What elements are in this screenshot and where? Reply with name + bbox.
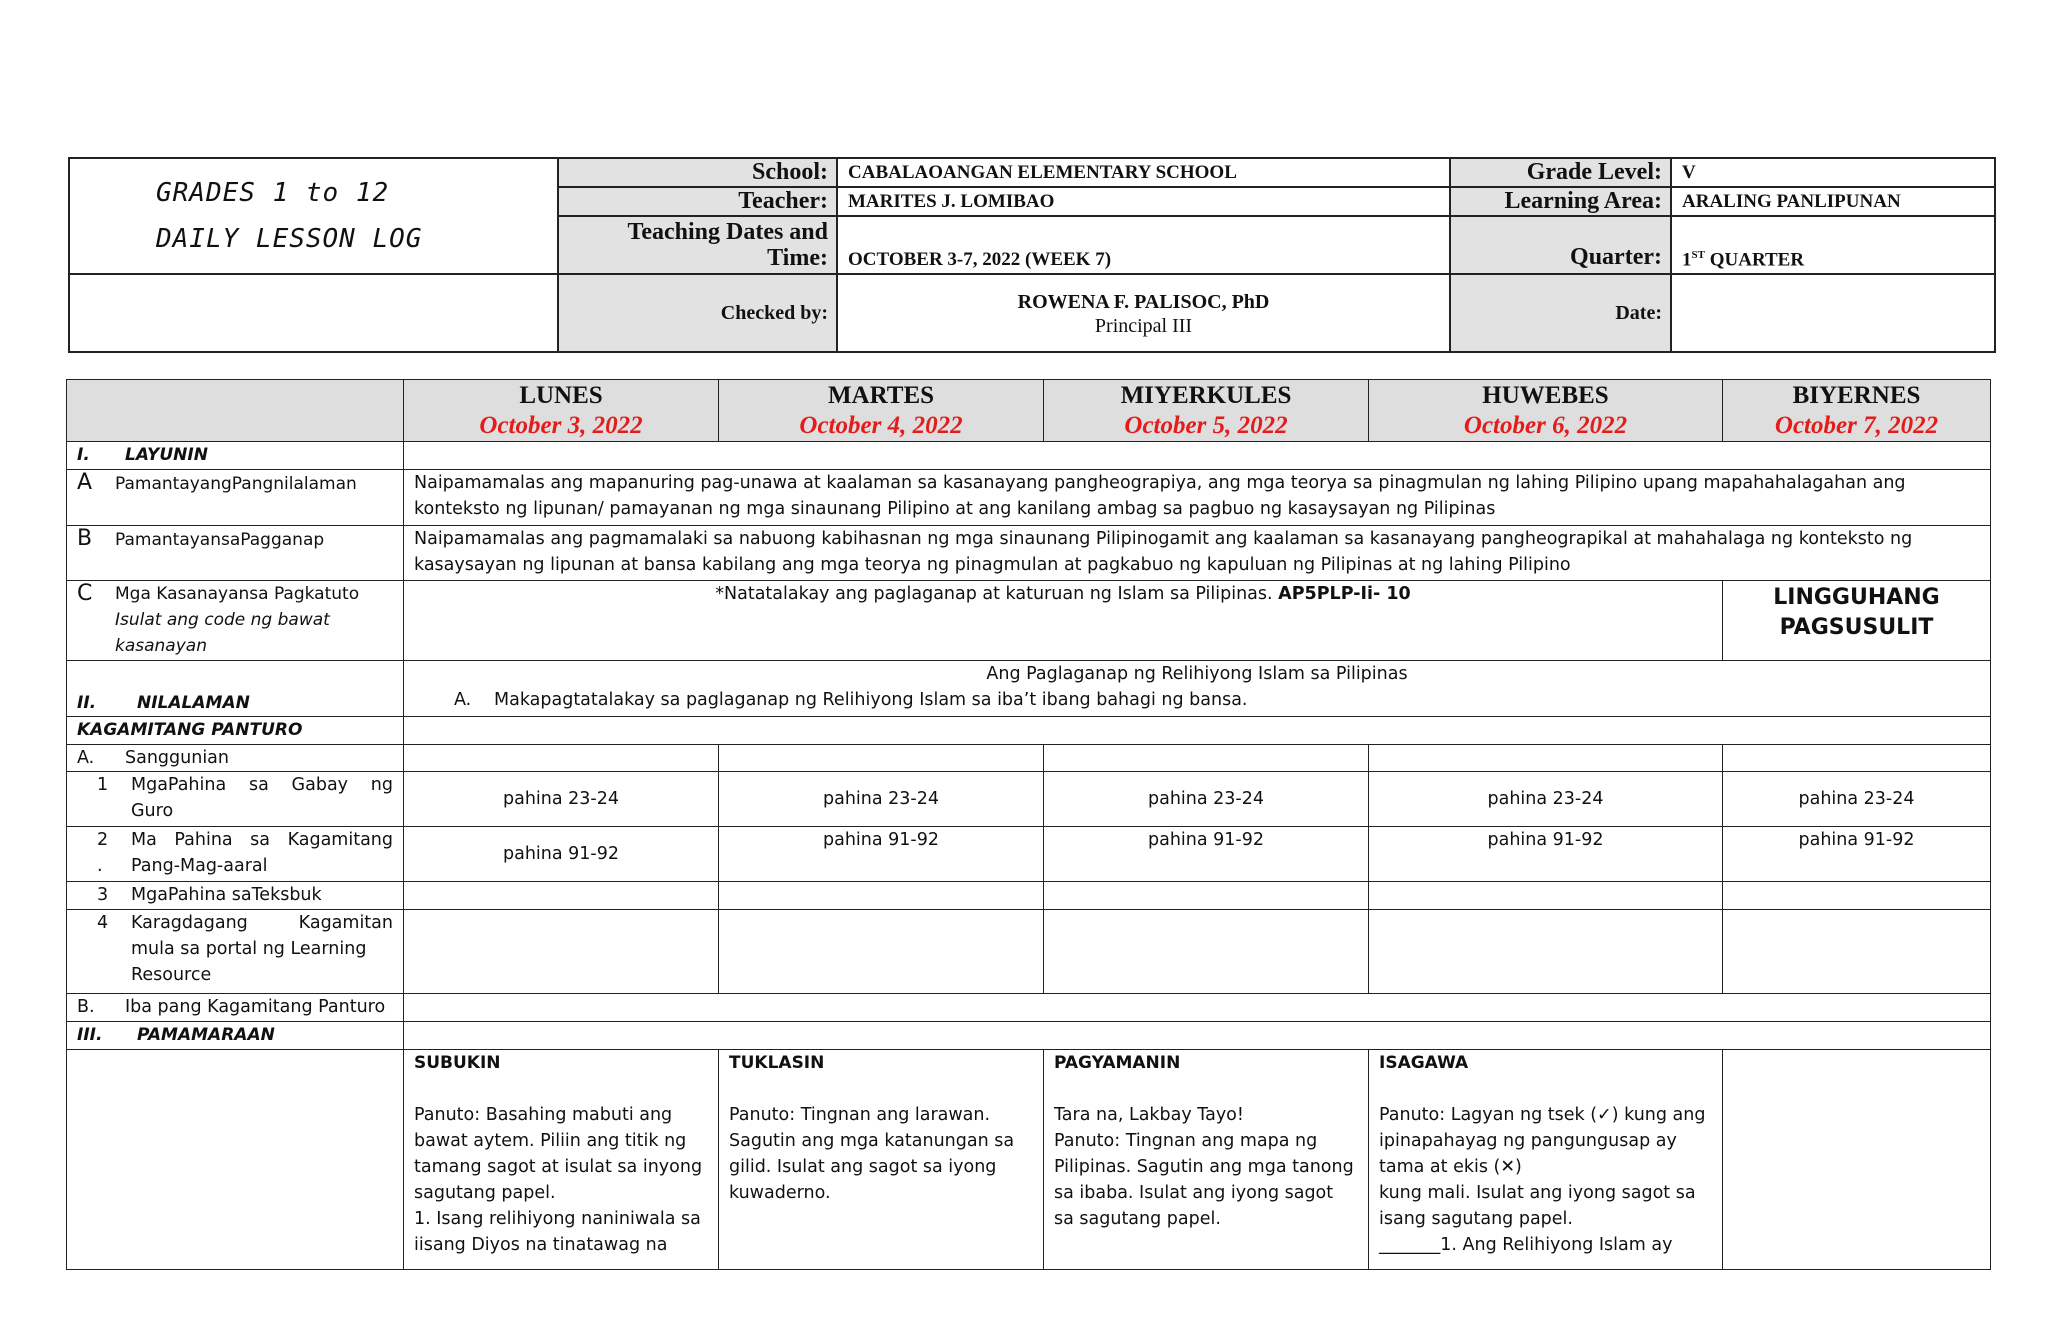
row-letter: B	[77, 526, 93, 551]
section-pamamaraan	[67, 1022, 404, 1050]
quarter-number: 1	[1682, 249, 1692, 270]
nilalaman-content	[404, 661, 1991, 717]
row-label-line: MgaPahina sa Gabay ng	[131, 775, 393, 795]
row-label-wrap	[77, 827, 393, 879]
row-label-wrap	[77, 772, 393, 824]
day-name: MIYERKULES	[1120, 381, 1292, 409]
row-number: 4	[97, 913, 109, 933]
layunin-blank	[404, 442, 1991, 470]
section-roman: II.	[77, 693, 97, 713]
cell-empty	[404, 745, 719, 772]
row-label: MgaPahina saTeksbuk	[131, 885, 322, 905]
day-name: HUWEBES	[1482, 381, 1609, 409]
row-gabay-guro	[67, 772, 404, 827]
row-label: Mga Kasanayansa Pagkatuto	[115, 584, 360, 604]
kasanayan-code: AP5PLP-Ii- 10	[1278, 584, 1411, 604]
day-date: October 4, 2022	[799, 411, 963, 439]
header-table	[68, 157, 1996, 353]
pamantayang-pangnilalaman-text: Naipamamalas ang mapanuring pag-unawa at kaalaman sa kasanayang pangheograpiya, ang mga teorya sa pinagmulan ng lahing Pilipino upang mapahahalagahan ang konteksto ng lipunan/ pamayanan ng mga sinaunang Pilipino at ang kanilang ambag sa pagbuo ng kasaysayan ng Pilipinas	[404, 470, 1991, 526]
nilalaman-item	[414, 687, 1980, 713]
learning-area-label: Learning Area:	[1450, 187, 1671, 216]
row-number: 3	[97, 885, 109, 905]
quarter-text: QUARTER	[1704, 249, 1805, 270]
cell-empty	[1723, 1050, 1991, 1270]
activity-head: TUKLASIN	[729, 1053, 825, 1073]
teacher-label: Teacher:	[558, 187, 837, 216]
checked-by-label: Checked by:	[558, 274, 837, 352]
mag-aaral-miyerkules: pahina 91-92	[1044, 827, 1369, 882]
school-value: CABALAOANGAN ELEMENTARY SCHOOL	[837, 158, 1450, 187]
nilalaman-title: Ang Paglaganap ng Relihiyong Islam sa Pilipinas	[986, 664, 1408, 684]
row-number-dot: .	[97, 856, 103, 876]
cell-empty	[1369, 882, 1723, 910]
weekly-test-cell	[1723, 581, 1991, 661]
day-name: MARTES	[827, 381, 935, 409]
cell-empty	[1723, 882, 1991, 910]
log-title	[69, 158, 558, 274]
activity-head: ISAGAWA	[1379, 1053, 1469, 1073]
mag-aaral-huwebes: pahina 91-92	[1369, 827, 1723, 882]
quarter-suffix: ST	[1691, 248, 1705, 261]
checked-by-value	[837, 274, 1450, 352]
activity-body: Panuto: Tingnan ang larawan. Sagutin ang mga katanungan sa gilid. Isulat ang sagot sa iyong kuwaderno.	[729, 1105, 1015, 1203]
pamamaraan-blank	[404, 1022, 1991, 1050]
row-label-a	[67, 470, 404, 526]
mag-aaral-biyernes: pahina 91-92	[1723, 827, 1991, 882]
activity-pagyamanin	[1044, 1050, 1369, 1270]
day-date: October 5, 2022	[1124, 411, 1288, 439]
day-date: October 6, 2022	[1463, 411, 1628, 439]
weekly-test-line-1: LINGGUHANG	[1773, 585, 1940, 610]
cell-empty	[1044, 910, 1369, 994]
section-nilalaman	[67, 661, 404, 717]
gabay-guro-huwebes: pahina 23-24	[1369, 772, 1723, 827]
cell-empty	[404, 994, 1991, 1022]
cell-empty	[1723, 910, 1991, 994]
row-label: MgaPahina sa Gabay ng Guro	[131, 772, 393, 824]
row-label: PamantayangPangnilalaman	[115, 474, 357, 494]
gabay-guro-martes: pahina 23-24	[719, 772, 1044, 827]
gabay-guro-miyerkules: pahina 23-24	[1044, 772, 1369, 827]
cell-empty	[719, 910, 1044, 994]
cell-empty	[719, 882, 1044, 910]
activity-subukin	[404, 1050, 719, 1270]
school-label: School:	[558, 158, 837, 187]
row-number-digit: 2	[97, 830, 109, 850]
activity-tuklasin	[719, 1050, 1044, 1270]
section-roman: III.	[77, 1025, 103, 1045]
cell-empty	[1369, 910, 1723, 994]
row-label: Karagdagang Kagamitan mula sa portal ng Learning Resource	[131, 910, 393, 988]
row-label: Sanggunian	[125, 748, 230, 768]
teacher-value: MARITES J. LOMIBAO	[837, 187, 1450, 216]
day-header-huwebes	[1369, 380, 1723, 442]
grade-level-label: Grade Level:	[1450, 158, 1671, 187]
principal-title: Principal III	[1094, 315, 1193, 337]
section-layunin	[67, 442, 404, 470]
section-label: PAMAMARAAN	[137, 1025, 275, 1045]
date-label: Date:	[1450, 274, 1671, 352]
activity-body: Panuto: Basahing mabuti ang bawat aytem. Piliin ang titik ng tamang sagot at isulat sa inyong sagutang papel. 1. Isang relihiyong naniniwala sa iisang Diyos na tinatawag na	[414, 1105, 703, 1255]
day-name: BIYERNES	[1792, 381, 1921, 409]
cell-empty	[1044, 882, 1369, 910]
day-header-biyernes	[1723, 380, 1991, 442]
day-date: October 3, 2022	[479, 411, 643, 439]
cell-empty	[1044, 745, 1369, 772]
day-header-blank	[67, 380, 404, 442]
mag-aaral-lunes: pahina 91-92	[404, 827, 719, 882]
lesson-log-table	[66, 379, 1991, 1270]
title-blank	[69, 274, 558, 352]
teaching-dates-label	[558, 216, 837, 274]
nilalaman-item-letter: A.	[454, 690, 472, 710]
row-label: Iba pang Kagamitang Panturo	[125, 997, 386, 1017]
row-label-c-text	[115, 581, 393, 659]
row-label-c	[67, 581, 404, 661]
weekly-test-line-2: PAGSUSULIT	[1779, 615, 1934, 640]
row-letter: A.	[77, 748, 95, 768]
cell-empty	[1369, 745, 1723, 772]
teaching-dates-value: OCTOBER 3-7, 2022 (WEEK 7)	[837, 216, 1450, 274]
row-teksbuk	[67, 882, 404, 910]
pamantayan-sa-pagganap-text: Naipamamalas ang pagmamalaki sa nabuong kabihasnan ng mga sinaunang Pilipinogamit ang kaalaman sa kasanayang pangheograpikal at mahahalaga ng konteksto ng kasaysayan ng lipunan at bansa kabilang ang mga teorya ng pinagmulan at pagkabuo ng kapuluan ng Pilipinas at ng lahing Pilipino	[404, 526, 1991, 581]
cell-empty	[67, 1050, 404, 1270]
learning-area-value: ARALING PANLIPUNAN	[1671, 187, 1995, 216]
cell-empty	[404, 882, 719, 910]
teaching-dates-label-1: Teaching Dates and	[627, 219, 828, 245]
day-name: LUNES	[519, 381, 603, 409]
row-label-wrap	[77, 910, 393, 988]
row-label-line: Ma Pahina sa Kagamitang	[131, 830, 393, 850]
activity-body: Panuto: Lagyan ng tsek (✓) kung ang ipinapahayag ng pangungusap ay tama at ekis (✕) kung mali. Isulat ang iyong sagot sa isang sagutang papel. _______1. Ang Relihiyong Islam ay	[1379, 1105, 1706, 1255]
day-header-lunes	[404, 380, 719, 442]
row-sublabel: Isulat ang code ng bawat kasanayan	[115, 610, 330, 656]
activity-body: Tara na, Lakbay Tayo! Panuto: Tingnan ang mapa ng Pilipinas. Sagutin ang mga tanong sa ibaba. Isulat ang iyong sagot sa sagutang papel.	[1054, 1105, 1354, 1229]
kasanayan-statement: *Natatalakay ang paglaganap at katuruan ng Islam sa Pilipinas.	[715, 584, 1273, 604]
row-label-c-wrap	[77, 581, 393, 659]
title-line-1: GRADES 1 to 12	[156, 178, 390, 208]
row-label: PamantayansaPagganap	[115, 530, 325, 550]
kasanayan-text	[404, 581, 1723, 661]
principal-name: ROWENA F. PALISOC, PhD	[1017, 291, 1270, 313]
row-letter: A	[77, 470, 93, 495]
section-kagamitan: KAGAMITANG PANTURO	[67, 717, 404, 745]
quarter-label: Quarter:	[1450, 216, 1671, 274]
row-letter: C	[77, 581, 93, 606]
section-label: NILALAMAN	[137, 693, 250, 713]
row-letter: B.	[77, 997, 95, 1017]
cell-empty	[1723, 745, 1991, 772]
activity-head: SUBUKIN	[414, 1053, 501, 1073]
section-roman: I.	[77, 445, 90, 465]
row-karagdagang-kagamitan	[67, 910, 404, 994]
kagamitan-blank	[404, 717, 1991, 745]
section-label: LAYUNIN	[125, 445, 208, 465]
row-label-b	[67, 526, 404, 581]
gabay-guro-biyernes: pahina 23-24	[1723, 772, 1991, 827]
row-label-line: Karagdagang Kagamitan	[131, 913, 393, 933]
mag-aaral-martes: pahina 91-92	[719, 827, 1044, 882]
row-number: 1	[97, 775, 109, 795]
row-label: Ma Pahina sa Kagamitang Pang-Mag-aaral	[131, 827, 393, 879]
day-header-martes	[719, 380, 1044, 442]
teaching-dates-label-2: Time:	[767, 245, 828, 271]
row-kagamitang-mag-aaral	[67, 827, 404, 882]
date-value	[1671, 274, 1995, 352]
gabay-guro-lunes: pahina 23-24	[404, 772, 719, 827]
activity-isagawa	[1369, 1050, 1723, 1270]
quarter-value	[1671, 216, 1995, 274]
cell-empty	[719, 745, 1044, 772]
cell-empty	[404, 910, 719, 994]
row-sanggunian	[67, 745, 404, 772]
nilalaman-item-text: Makapagtatalakay sa paglaganap ng Relihiyong Islam sa iba’t ibang bahagi ng bansa.	[494, 690, 1248, 710]
row-iba-pang-kagamitan	[67, 994, 404, 1022]
title-line-2: DAILY LESSON LOG	[156, 224, 423, 254]
day-date: October 7, 2022	[1774, 411, 1939, 439]
activity-head: PAGYAMANIN	[1054, 1053, 1181, 1073]
day-header-miyerkules	[1044, 380, 1369, 442]
row-number	[77, 827, 131, 879]
grade-level-value: V	[1671, 158, 1995, 187]
